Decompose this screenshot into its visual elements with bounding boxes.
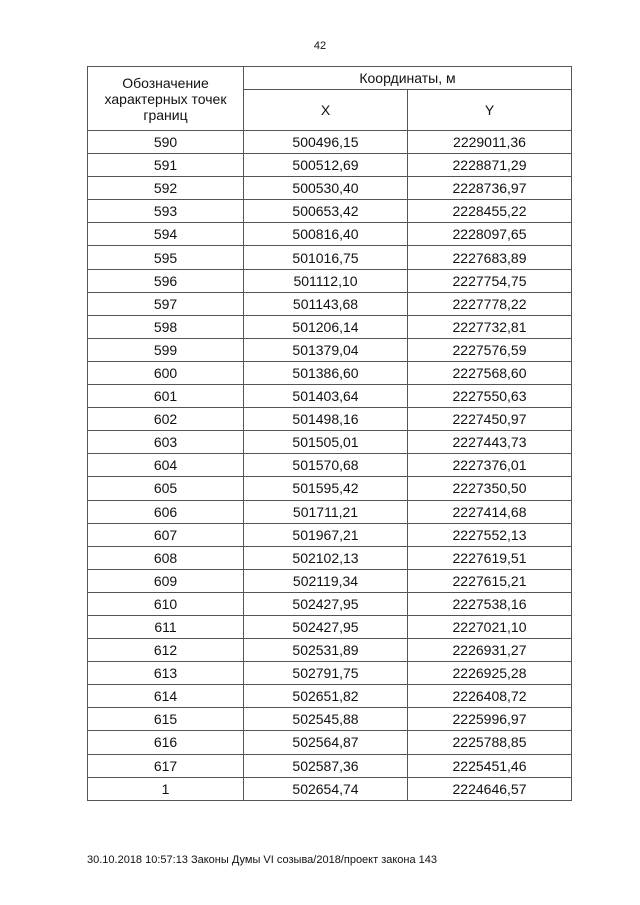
y-cell: 2227538,16 — [408, 592, 572, 615]
y-cell: 2227576,59 — [408, 338, 572, 361]
y-cell: 2227021,10 — [408, 615, 572, 638]
point-cell: 617 — [88, 754, 244, 777]
point-cell: 613 — [88, 662, 244, 685]
table-row — [88, 177, 572, 200]
y-cell: 2227683,89 — [408, 246, 572, 269]
y-cell: 2227778,22 — [408, 292, 572, 315]
x-cell: 502564,87 — [244, 731, 408, 754]
table-row — [88, 269, 572, 292]
table-row — [88, 731, 572, 754]
point-cell: 594 — [88, 223, 244, 246]
y-cell: 2229011,36 — [408, 131, 572, 154]
x-cell: 501379,04 — [244, 338, 408, 361]
point-cell: 602 — [88, 408, 244, 431]
y-cell: 2228736,97 — [408, 177, 572, 200]
y-cell: 2227414,68 — [408, 500, 572, 523]
table-header — [88, 67, 572, 131]
y-cell: 2226931,27 — [408, 639, 572, 662]
x-cell: 502427,95 — [244, 592, 408, 615]
y-cell: 2227376,01 — [408, 454, 572, 477]
designation-header: Обозначение характерных точек границ — [88, 67, 244, 131]
y-cell: 2228097,65 — [408, 223, 572, 246]
coordinates-header: Координаты, м — [244, 67, 572, 90]
point-cell: 591 — [88, 154, 244, 177]
point-cell: 608 — [88, 546, 244, 569]
y-header: Y — [408, 90, 572, 131]
x-cell: 502102,13 — [244, 546, 408, 569]
x-cell: 501112,10 — [244, 269, 408, 292]
point-cell: 615 — [88, 708, 244, 731]
table-row — [88, 154, 572, 177]
y-cell: 2224646,57 — [408, 777, 572, 800]
point-cell: 603 — [88, 431, 244, 454]
x-cell: 502545,88 — [244, 708, 408, 731]
table-row — [88, 200, 572, 223]
x-cell: 501498,16 — [244, 408, 408, 431]
point-cell: 590 — [88, 131, 244, 154]
point-cell: 612 — [88, 639, 244, 662]
y-cell: 2228871,29 — [408, 154, 572, 177]
x-cell: 502587,36 — [244, 754, 408, 777]
point-cell: 616 — [88, 731, 244, 754]
table-row — [88, 546, 572, 569]
y-cell: 2227552,13 — [408, 523, 572, 546]
y-cell: 2227619,51 — [408, 546, 572, 569]
point-cell: 607 — [88, 523, 244, 546]
table-row — [88, 685, 572, 708]
x-cell: 502791,75 — [244, 662, 408, 685]
table-row — [88, 385, 572, 408]
x-cell: 501403,64 — [244, 385, 408, 408]
coordinates-table — [87, 66, 572, 801]
x-header: X — [244, 90, 408, 131]
x-cell: 501711,21 — [244, 500, 408, 523]
x-cell: 500512,69 — [244, 154, 408, 177]
table-row — [88, 777, 572, 800]
x-cell: 500653,42 — [244, 200, 408, 223]
table-row — [88, 408, 572, 431]
point-cell: 606 — [88, 500, 244, 523]
table-row — [88, 361, 572, 384]
x-cell: 501595,42 — [244, 477, 408, 500]
page-number: 42 — [313, 40, 327, 52]
x-cell: 501505,01 — [244, 431, 408, 454]
y-cell: 2226925,28 — [408, 662, 572, 685]
table-body — [88, 131, 572, 801]
x-cell: 501570,68 — [244, 454, 408, 477]
x-cell: 502531,89 — [244, 639, 408, 662]
table-row — [88, 431, 572, 454]
point-cell: 601 — [88, 385, 244, 408]
x-cell: 501967,21 — [244, 523, 408, 546]
x-cell: 501143,68 — [244, 292, 408, 315]
y-cell: 2227568,60 — [408, 361, 572, 384]
table-row — [88, 315, 572, 338]
y-cell: 2227754,75 — [408, 269, 572, 292]
table-row — [88, 246, 572, 269]
point-cell: 604 — [88, 454, 244, 477]
point-cell: 614 — [88, 685, 244, 708]
point-cell: 592 — [88, 177, 244, 200]
table-row — [88, 754, 572, 777]
table-row — [88, 477, 572, 500]
table-row — [88, 569, 572, 592]
point-cell: 599 — [88, 338, 244, 361]
table-row — [88, 292, 572, 315]
point-cell: 597 — [88, 292, 244, 315]
point-cell: 1 — [88, 777, 244, 800]
point-cell: 598 — [88, 315, 244, 338]
table-row — [88, 639, 572, 662]
y-cell: 2225788,85 — [408, 731, 572, 754]
x-cell: 502427,95 — [244, 615, 408, 638]
table-row — [88, 454, 572, 477]
point-cell: 600 — [88, 361, 244, 384]
x-cell: 500496,15 — [244, 131, 408, 154]
x-cell: 502651,82 — [244, 685, 408, 708]
y-cell: 2227443,73 — [408, 431, 572, 454]
x-cell: 500816,40 — [244, 223, 408, 246]
footer-stamp: 30.10.2018 10:57:13 Законы Думы VI созыва/2018/проект закона 143 — [87, 854, 438, 866]
point-cell: 593 — [88, 200, 244, 223]
table-row — [88, 615, 572, 638]
point-cell: 609 — [88, 569, 244, 592]
y-cell: 2227615,21 — [408, 569, 572, 592]
point-cell: 596 — [88, 269, 244, 292]
table-row — [88, 131, 572, 154]
y-cell: 2228455,22 — [408, 200, 572, 223]
x-cell: 501016,75 — [244, 246, 408, 269]
x-cell: 501386,60 — [244, 361, 408, 384]
x-cell: 501206,14 — [244, 315, 408, 338]
point-cell: 595 — [88, 246, 244, 269]
y-cell: 2225996,97 — [408, 708, 572, 731]
y-cell: 2227350,50 — [408, 477, 572, 500]
y-cell: 2227450,97 — [408, 408, 572, 431]
y-cell: 2227550,63 — [408, 385, 572, 408]
point-cell: 605 — [88, 477, 244, 500]
table-row — [88, 500, 572, 523]
y-cell: 2227732,81 — [408, 315, 572, 338]
table-row — [88, 223, 572, 246]
table-row — [88, 338, 572, 361]
point-cell: 611 — [88, 615, 244, 638]
x-cell: 502654,74 — [244, 777, 408, 800]
table-row — [88, 523, 572, 546]
y-cell: 2226408,72 — [408, 685, 572, 708]
x-cell: 502119,34 — [244, 569, 408, 592]
y-cell: 2225451,46 — [408, 754, 572, 777]
table-row — [88, 708, 572, 731]
table-row — [88, 592, 572, 615]
point-cell: 610 — [88, 592, 244, 615]
x-cell: 500530,40 — [244, 177, 408, 200]
table-row — [88, 662, 572, 685]
